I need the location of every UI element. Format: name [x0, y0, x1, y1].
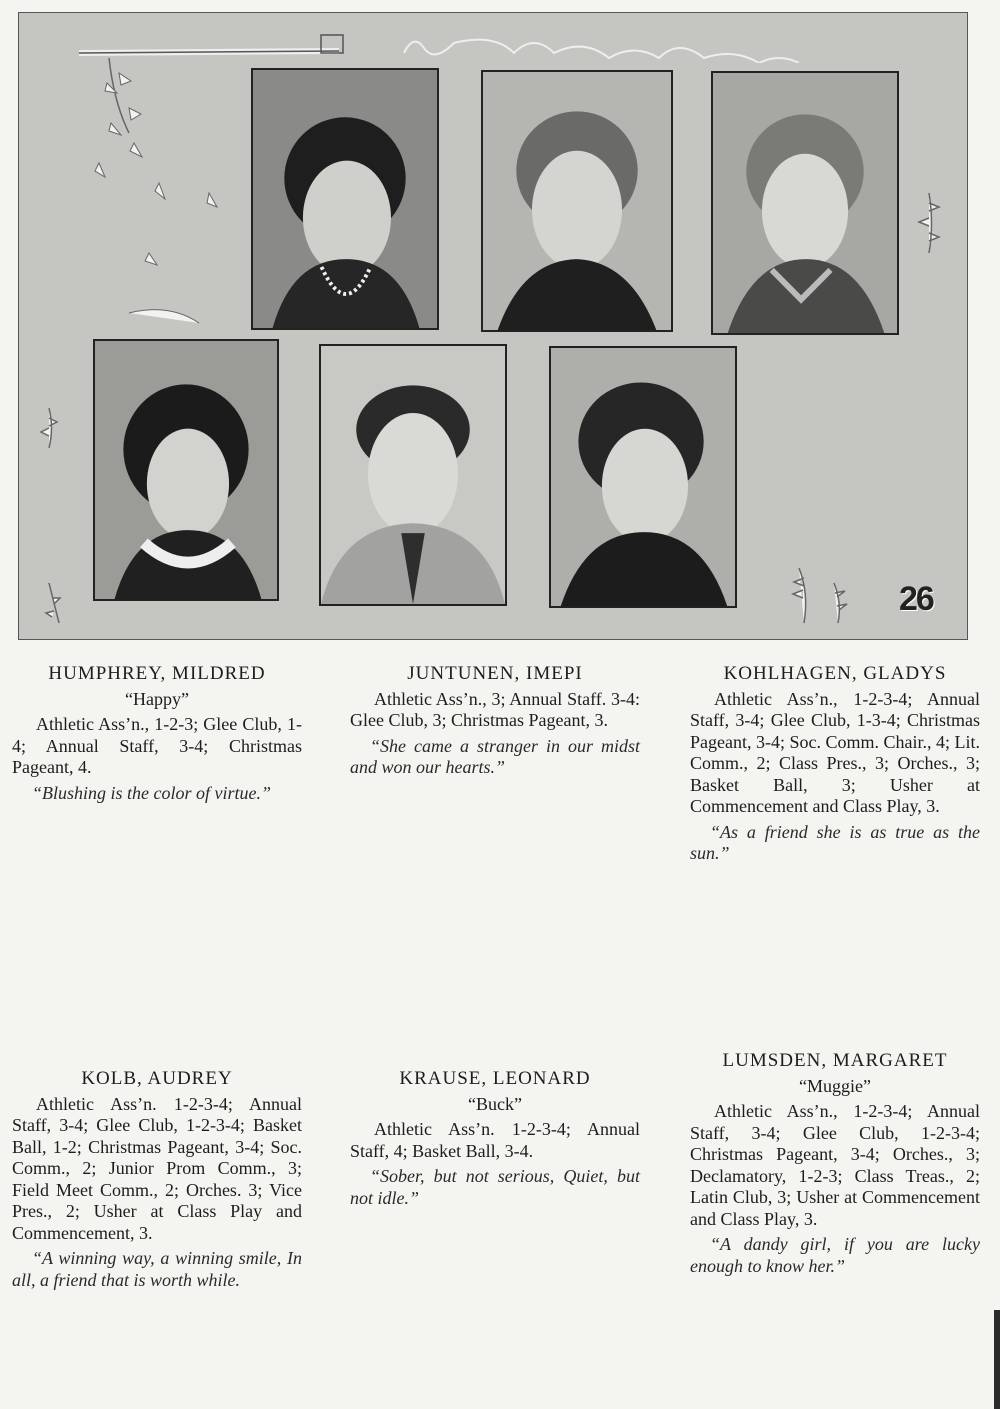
- student-quote: “Blushing is the color of virtue.”: [32, 782, 272, 803]
- student-quote: “Sober, but not serious, Quiet, but not idle.”: [350, 1166, 640, 1208]
- portrait-photo-juntunen: [481, 70, 673, 332]
- page-number: 26: [899, 580, 933, 618]
- student-name: KOLB, AUDREY: [81, 1068, 233, 1089]
- portrait-photo-kolb: [93, 339, 279, 601]
- student-quote: “A dandy girl, if you are lucky enough to know her.”: [690, 1234, 980, 1276]
- entry-humphrey: [12, 663, 302, 804]
- student-activities: Athletic Ass’n. 1-2-3-4; Annual Staff, 3-4; Glee Club, 1-2-3-4; Basket Ball, 1-2; Christmas Pageant, 3-4; Soc. Comm., 2; Junior Prom Comm., 3; Field Meet Comm., 2; Orches. 3; Vice Pres., 2; Usher at Class Play and Commencement, 3.: [12, 1093, 302, 1243]
- leaf-decoration-icon-right: [914, 188, 944, 258]
- leaf-decoration-icon-left: [34, 403, 64, 633]
- portrait-photo-humphrey: [251, 68, 439, 330]
- student-activities: Athletic Ass’n. 1-2-3-4; Annual Staff, 4; Basket Ball, 3-4.: [350, 1119, 640, 1161]
- student-quote: “As a friend she is as true as the sun.”: [690, 821, 980, 863]
- student-activities: Athletic Ass’n., 1-2-3-4; Annual Staff, 3-4; Glee Club, 1-2-3-4; Christmas Pageant, 3-4; Orches., 3; Declamatory, 1-2-3; Class Treas., 2; Latin Club, 3; Usher at Commencement and Class Play, 3.: [690, 1101, 980, 1229]
- portrait-photo-krause: [319, 344, 507, 606]
- student-name: HUMPHREY, MILDRED: [48, 663, 266, 684]
- entry-lumsden: [690, 1050, 980, 1277]
- student-name: KRAUSE, LEONARD: [399, 1068, 591, 1089]
- entry-juntunen: [350, 663, 640, 779]
- entry-kohlhagen: [690, 663, 980, 865]
- student-quote: “A winning way, a winning smile, In all, a friend that is worth while.: [12, 1248, 302, 1290]
- student-activities: Athletic Ass’n., 1-2-3; Glee Club, 1-4; Annual Staff, 3-4; Christmas Pageant, 4.: [12, 714, 302, 777]
- portrait-photo-lumsden: [549, 346, 737, 608]
- script-decoration-icon: [399, 23, 919, 63]
- student-activities: Athletic Ass’n., 1-2-3-4; Annual Staff, 3-4; Glee Club, 1-3-4; Christmas Pageant, 3-4; Soc. Comm. Chair., 4; Lit. Comm., 2; Class Pres., 3; Orches., 3; Basket Ball, 3; Usher at Commencement and Class Play, 3.: [690, 688, 980, 816]
- student-name: KOHLHAGEN, GLADYS: [723, 663, 947, 684]
- entry-krause: [350, 1068, 640, 1209]
- student-name: JUNTUNEN, IMEPI: [407, 663, 583, 684]
- scan-edge-divider: [994, 1310, 1000, 1409]
- student-quote: “She came a stranger in our midst and won our hearts.”: [350, 735, 640, 777]
- student-nickname: “Happy”: [125, 688, 189, 709]
- leaf-decoration-icon: [789, 558, 869, 628]
- entry-kolb: [12, 1068, 302, 1291]
- student-name: LUMSDEN, MARGARET: [722, 1050, 948, 1071]
- student-nickname: “Muggie”: [799, 1075, 871, 1096]
- student-nickname: “Buck”: [468, 1093, 522, 1114]
- photo-panel: [18, 12, 968, 640]
- student-activities: Athletic Ass’n., 3; Annual Staff. 3-4: Glee Club, 3; Christmas Pageant, 3.: [350, 688, 640, 730]
- portrait-photo-kohlhagen: [711, 71, 899, 335]
